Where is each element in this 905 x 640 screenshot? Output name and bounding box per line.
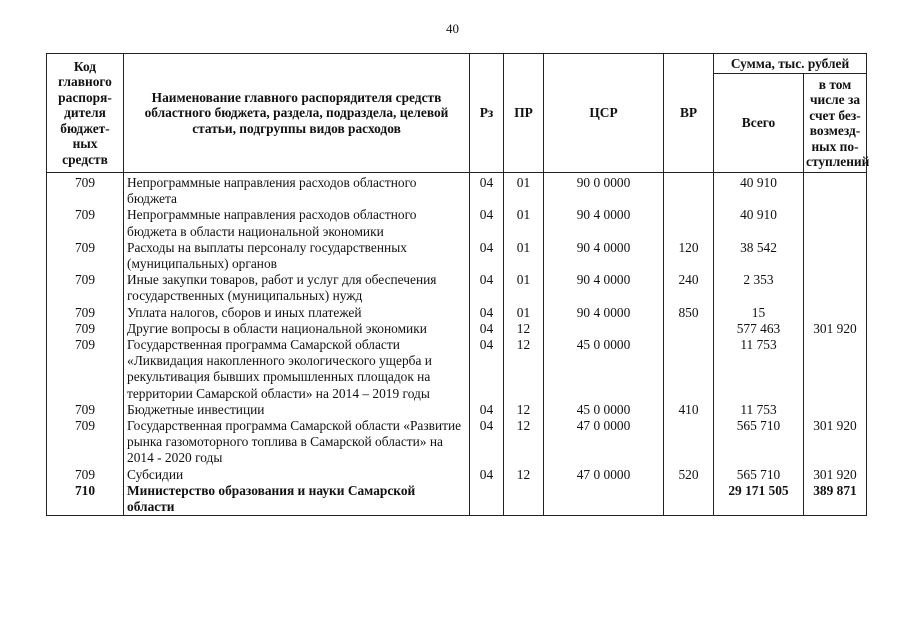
cell-rz: 04 <box>470 173 504 208</box>
cell-free <box>804 173 867 208</box>
header-code: Код главного распоря-дителя бюджет-ных средств <box>47 54 124 173</box>
cell-name: Расходы на выплаты персоналу государственных (муниципальных) органов <box>124 240 470 272</box>
cell-vr <box>664 173 714 208</box>
cell-rz: 04 <box>470 467 504 483</box>
cell-pr: 01 <box>504 207 544 239</box>
cell-free: 301 920 <box>804 418 867 467</box>
cell-vr <box>664 207 714 239</box>
table-body <box>47 173 867 516</box>
cell-free <box>804 402 867 418</box>
cell-vr: 410 <box>664 402 714 418</box>
cell-free <box>804 337 867 402</box>
cell-csr: 47 0 0000 <box>544 467 664 483</box>
cell-name: Другие вопросы в области национальной экономики <box>124 321 470 337</box>
cell-name: Непрограммные направления расходов областного бюджета в области национальной экономики <box>124 207 470 239</box>
table-row <box>47 173 867 208</box>
cell-vr: 520 <box>664 467 714 483</box>
cell-pr: 12 <box>504 467 544 483</box>
cell-name: Министерство образования и науки Самарской области <box>124 483 470 516</box>
table-header <box>47 54 870 173</box>
cell-pr: 12 <box>504 337 544 402</box>
header-rz: Рз <box>470 54 504 173</box>
cell-rz: 04 <box>470 207 504 239</box>
header-free: в том числе за счет без-возмезд-ных по-ступлений <box>804 74 867 173</box>
cell-code: 709 <box>47 240 124 272</box>
cell-vr: 120 <box>664 240 714 272</box>
cell-csr: 47 0 0000 <box>544 418 664 467</box>
cell-code: 709 <box>47 418 124 467</box>
cell-rz <box>470 483 504 516</box>
cell-pr: 12 <box>504 418 544 467</box>
cell-csr <box>544 483 664 516</box>
cell-name: Государственная программа Самарской области «Развитие рынка газомоторного топлива в Самарской области» на 2014 - 2020 годы <box>124 418 470 467</box>
cell-total: 29 171 505 <box>714 483 804 516</box>
cell-name: Уплата налогов, сборов и иных платежей <box>124 305 470 321</box>
cell-pr: 01 <box>504 173 544 208</box>
cell-csr: 90 4 0000 <box>544 272 664 304</box>
table-row <box>47 402 867 418</box>
cell-free: 301 920 <box>804 467 867 483</box>
cell-free <box>804 272 867 304</box>
cell-total: 40 910 <box>714 207 804 239</box>
table-row <box>47 337 867 402</box>
cell-rz: 04 <box>470 418 504 467</box>
cell-csr: 45 0 0000 <box>544 337 664 402</box>
cell-code: 709 <box>47 402 124 418</box>
cell-csr: 90 0 0000 <box>544 173 664 208</box>
header-sum: Сумма, тыс. рублей <box>714 54 867 74</box>
cell-pr: 12 <box>504 402 544 418</box>
cell-pr: 01 <box>504 305 544 321</box>
cell-name: Субсидии <box>124 467 470 483</box>
cell-vr: 240 <box>664 272 714 304</box>
cell-code: 709 <box>47 321 124 337</box>
cell-vr <box>664 337 714 402</box>
cell-total: 565 710 <box>714 418 804 467</box>
table-row <box>47 207 867 239</box>
cell-vr <box>664 418 714 467</box>
cell-name: Бюджетные инвестиции <box>124 402 470 418</box>
header-total: Всего <box>714 74 804 173</box>
cell-total: 11 753 <box>714 337 804 402</box>
cell-free <box>804 207 867 239</box>
header-pr: ПР <box>504 54 544 173</box>
cell-code: 710 <box>47 483 124 516</box>
cell-rz: 04 <box>470 240 504 272</box>
header-csr: ЦСР <box>544 54 664 173</box>
cell-name: Государственная программа Самарской области «Ликвидация накопленного экологического ущерба и рекультивация бывших промышленных площадок на территории Самарской области» на 2014 – 2019 годы <box>124 337 470 402</box>
cell-total: 40 910 <box>714 173 804 208</box>
cell-csr: 90 4 0000 <box>544 240 664 272</box>
cell-total: 2 353 <box>714 272 804 304</box>
cell-pr: 01 <box>504 272 544 304</box>
cell-free <box>804 240 867 272</box>
cell-vr: 850 <box>664 305 714 321</box>
cell-name: Непрограммные направления расходов областного бюджета <box>124 173 470 208</box>
cell-pr <box>504 483 544 516</box>
cell-csr: 45 0 0000 <box>544 402 664 418</box>
cell-vr <box>664 483 714 516</box>
cell-code: 709 <box>47 467 124 483</box>
cell-pr: 01 <box>504 240 544 272</box>
cell-pr: 12 <box>504 321 544 337</box>
header-name: Наименование главного распорядителя средств областного бюджета, раздела, подраздела, целевой статьи, подгруппы видов расходов <box>124 54 470 173</box>
cell-total: 11 753 <box>714 402 804 418</box>
cell-code: 709 <box>47 337 124 402</box>
table-row <box>47 240 867 272</box>
cell-csr: 90 4 0000 <box>544 207 664 239</box>
cell-csr: 90 4 0000 <box>544 305 664 321</box>
header-vr: ВР <box>664 54 714 173</box>
budget-table <box>46 53 870 516</box>
table-row <box>47 305 867 321</box>
cell-free <box>804 305 867 321</box>
table-row <box>47 272 867 304</box>
table-row <box>47 418 867 467</box>
cell-total: 15 <box>714 305 804 321</box>
cell-free: 389 871 <box>804 483 867 516</box>
table-row <box>47 483 867 516</box>
cell-total: 565 710 <box>714 467 804 483</box>
cell-rz: 04 <box>470 402 504 418</box>
cell-total: 577 463 <box>714 321 804 337</box>
table-row <box>47 467 867 483</box>
cell-vr <box>664 321 714 337</box>
cell-rz: 04 <box>470 321 504 337</box>
cell-code: 709 <box>47 173 124 208</box>
cell-free: 301 920 <box>804 321 867 337</box>
cell-rz: 04 <box>470 272 504 304</box>
cell-code: 709 <box>47 207 124 239</box>
cell-code: 709 <box>47 305 124 321</box>
cell-code: 709 <box>47 272 124 304</box>
page-number: 40 <box>446 21 459 36</box>
cell-rz: 04 <box>470 337 504 402</box>
cell-name: Иные закупки товаров, работ и услуг для обеспечения государственных (муниципальных) нужд <box>124 272 470 304</box>
table-row <box>47 321 867 337</box>
cell-rz: 04 <box>470 305 504 321</box>
cell-total: 38 542 <box>714 240 804 272</box>
cell-csr <box>544 321 664 337</box>
